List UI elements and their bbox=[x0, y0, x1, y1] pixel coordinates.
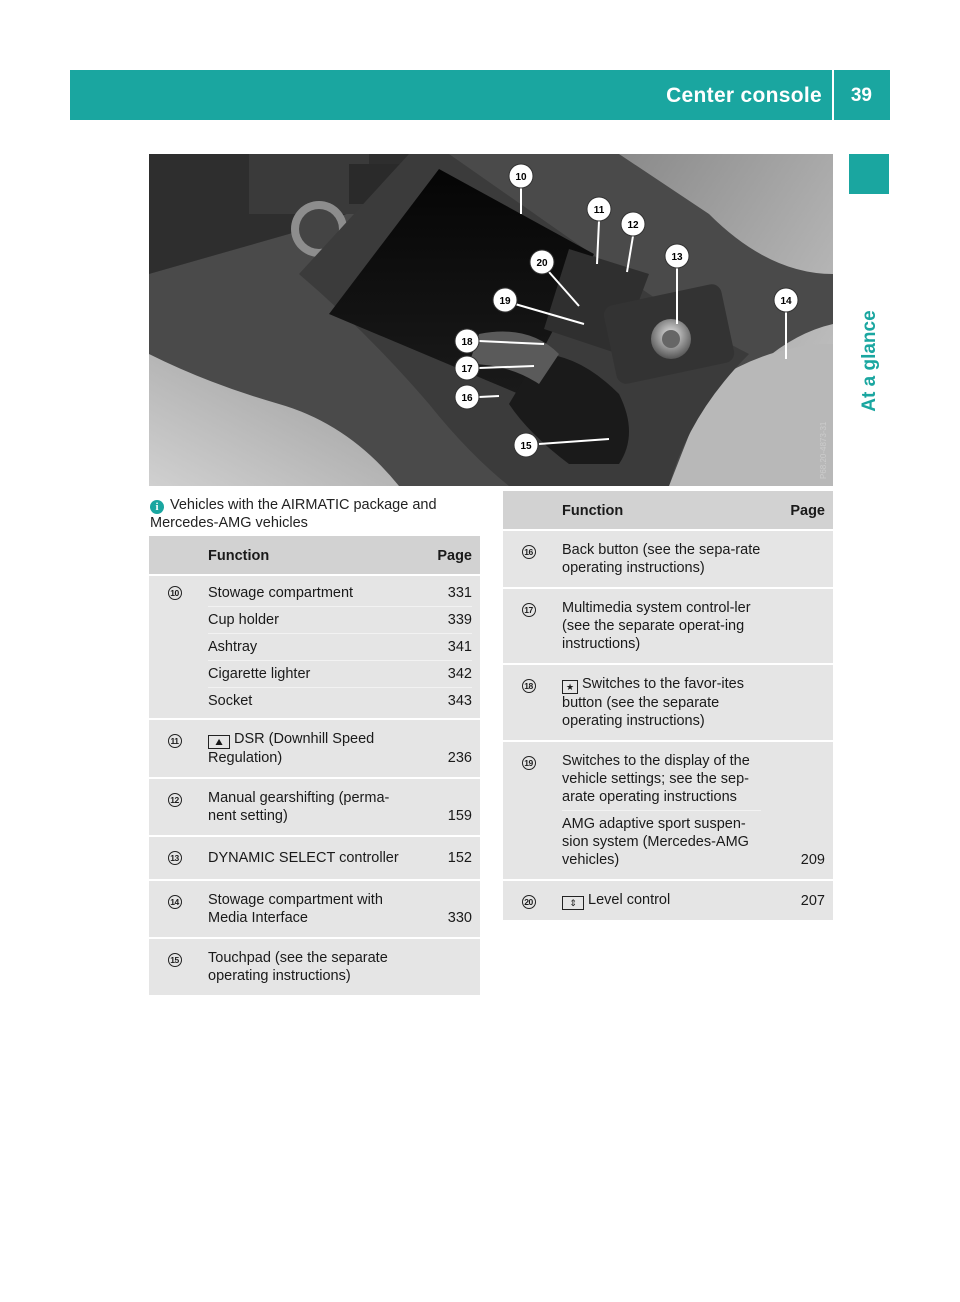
table-row bbox=[503, 741, 833, 880]
item-number: 17 bbox=[522, 603, 536, 617]
item-number: 15 bbox=[168, 953, 182, 967]
page-header: Page bbox=[416, 536, 480, 575]
header-divider bbox=[832, 70, 834, 120]
page-ref: 330 bbox=[416, 880, 480, 938]
table-row bbox=[149, 719, 480, 778]
item-number: 10 bbox=[168, 586, 182, 600]
item-number: 13 bbox=[168, 851, 182, 865]
function-text: Ashtray bbox=[208, 639, 258, 655]
page-ref: 209 bbox=[769, 741, 833, 880]
function-text: Manual gearshifting (perma-nent setting) bbox=[200, 778, 416, 836]
item-number: 11 bbox=[168, 734, 182, 748]
function-text: Touchpad (see the separate operating instructions) bbox=[200, 938, 416, 995]
callout-16: 16 bbox=[461, 393, 473, 404]
page-ref: 207 bbox=[769, 880, 833, 920]
airmatic-note bbox=[150, 496, 480, 532]
page-ref bbox=[769, 530, 833, 588]
function-text: Cigarette lighter bbox=[208, 666, 311, 682]
side-tab-marker bbox=[849, 154, 889, 194]
function-text: Back button (see the sepa-rate operating instructions) bbox=[554, 530, 769, 588]
function-text: Socket bbox=[208, 693, 253, 709]
function-text: DYNAMIC SELECT controller bbox=[200, 836, 416, 880]
num-header bbox=[149, 536, 200, 575]
side-tab-label: At a glance bbox=[859, 310, 880, 412]
callout-10: 10 bbox=[515, 172, 527, 183]
table-row bbox=[149, 938, 480, 995]
item-number: 12 bbox=[168, 793, 182, 807]
callout-12: 12 bbox=[627, 220, 639, 231]
table-row bbox=[149, 836, 480, 880]
page-header: Page bbox=[769, 491, 833, 530]
center-console-photo bbox=[149, 154, 833, 486]
num-header bbox=[503, 491, 554, 530]
function-table-right bbox=[503, 491, 833, 920]
callout-15: 15 bbox=[520, 441, 532, 452]
function-text: Multimedia system control-ler (see the separate operat-ing instructions) bbox=[554, 588, 769, 664]
note-text: Vehicles with the AIRMATIC package and Mercedes-AMG vehicles bbox=[150, 497, 437, 531]
function-text: Switches to the display of the vehicle settings; see the sep-arate operating instructions bbox=[562, 753, 750, 805]
function-header: Function bbox=[200, 536, 416, 575]
table-row bbox=[503, 530, 833, 588]
table-row bbox=[503, 588, 833, 664]
table-row bbox=[503, 664, 833, 741]
page-ref: 331 bbox=[447, 585, 472, 601]
callout-17: 17 bbox=[461, 364, 473, 375]
item-number: 16 bbox=[522, 545, 536, 559]
item-number: 14 bbox=[168, 895, 182, 909]
callout-13: 13 bbox=[671, 252, 683, 263]
function-text: Level control bbox=[588, 892, 671, 908]
table-row bbox=[149, 778, 480, 836]
dsr-icon: ⛰ bbox=[208, 735, 230, 749]
callout-19: 19 bbox=[499, 296, 511, 307]
function-text: Stowage compartment bbox=[208, 585, 354, 601]
function-text: Stowage compartment with Media Interface bbox=[200, 880, 416, 938]
page-ref bbox=[416, 938, 480, 995]
page-ref: 152 bbox=[416, 836, 480, 880]
photo-code: P68.20-4873-31 bbox=[819, 421, 828, 479]
section-title: Center console bbox=[666, 84, 822, 107]
function-text: AMG adaptive sport suspen-sion system (Mercedes-AMG vehicles) bbox=[562, 810, 761, 869]
table-header-row bbox=[503, 491, 833, 530]
function-table-left bbox=[149, 536, 480, 995]
function-text: Cup holder bbox=[208, 612, 279, 628]
page-ref: 339 bbox=[447, 612, 472, 628]
star-icon: ★ bbox=[562, 680, 578, 694]
info-icon: i bbox=[150, 500, 164, 514]
page-number: 39 bbox=[850, 85, 872, 106]
callout-11: 11 bbox=[593, 205, 605, 216]
level-control-icon: ⇕ bbox=[562, 896, 584, 910]
page-ref: 159 bbox=[416, 778, 480, 836]
callout-20: 20 bbox=[536, 258, 548, 269]
page-ref bbox=[769, 588, 833, 664]
callout-14: 14 bbox=[780, 296, 792, 307]
page-ref: 236 bbox=[416, 719, 480, 778]
page-ref: 343 bbox=[447, 693, 472, 709]
table-row bbox=[149, 575, 480, 719]
table-row bbox=[503, 880, 833, 920]
photo-illustration bbox=[149, 154, 833, 486]
table-header-row bbox=[149, 536, 480, 575]
item-number: 20 bbox=[522, 895, 536, 909]
page-ref bbox=[769, 664, 833, 741]
page-header bbox=[70, 70, 890, 120]
callout-18: 18 bbox=[461, 337, 473, 348]
function-text: Switches to the favor-ites button (see the separate operating instructions) bbox=[562, 676, 744, 729]
page-ref: 341 bbox=[447, 639, 472, 655]
item-number: 18 bbox=[522, 679, 536, 693]
function-header: Function bbox=[554, 491, 769, 530]
page-ref: 342 bbox=[447, 666, 472, 682]
function-text: DSR (Downhill Speed Regulation) bbox=[208, 731, 375, 766]
item-number: 19 bbox=[522, 756, 536, 770]
table-row bbox=[149, 880, 480, 938]
